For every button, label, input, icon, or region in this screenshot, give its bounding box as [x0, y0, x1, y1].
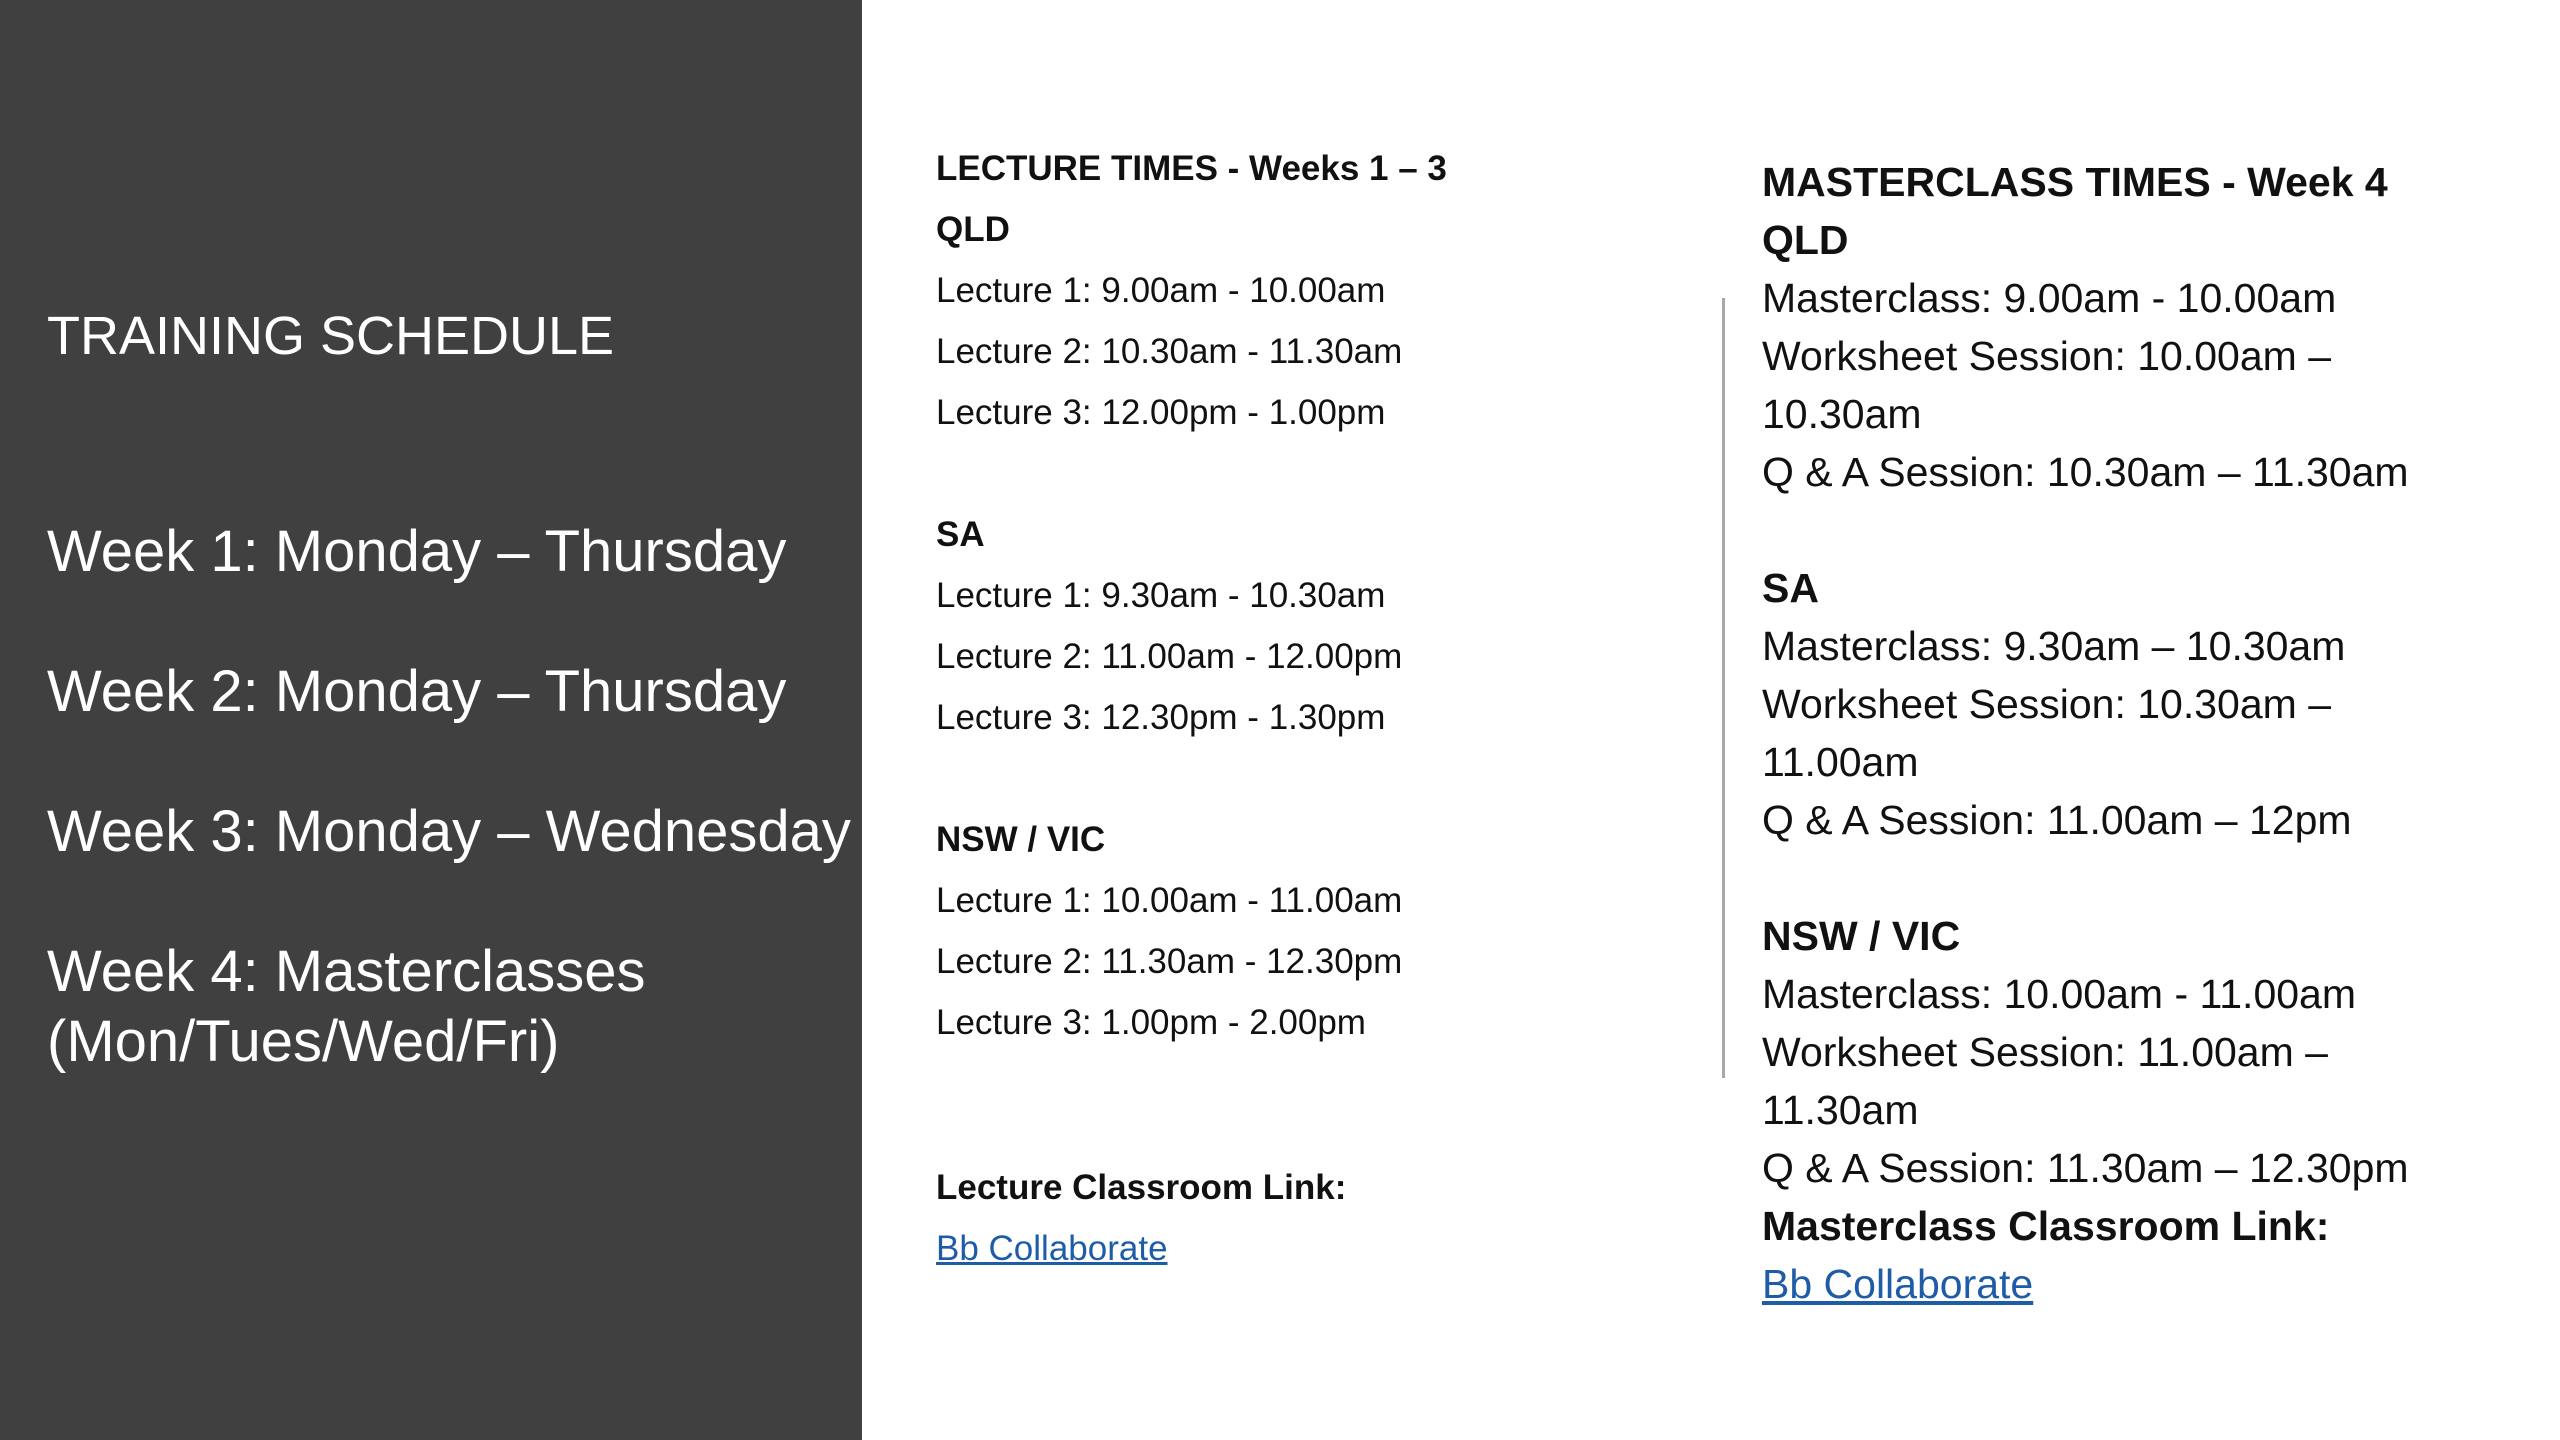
lecture-times-column: [936, 138, 1496, 1279]
lecture-sa-2: Lecture 2: 11.00am - 12.00pm: [936, 637, 1403, 676]
masterclass-sa-line: 11.00am: [1762, 739, 1919, 785]
masterclass-nsw-line: Q & A Session: 11.30am – 12.30pm: [1762, 1145, 2409, 1191]
lecture-link-label: Lecture Classroom Link:: [936, 1168, 1347, 1207]
lecture-qld-1: Lecture 1: 9.00am - 10.00am: [936, 271, 1386, 310]
masterclass-sa-line: Worksheet Session: 10.30am –: [1762, 681, 2331, 727]
masterclass-nsw-line: 11.30am: [1762, 1087, 1919, 1133]
lecture-nsw-3: Lecture 3: 1.00pm - 2.00pm: [936, 1003, 1366, 1042]
lecture-sa-label: SA: [936, 515, 985, 554]
week-4-days: (Mon/Tues/Wed/Fri): [47, 1009, 560, 1074]
lecture-qld-label: QLD: [936, 210, 1010, 249]
masterclass-qld-line: Masterclass: 9.00am - 10.00am: [1762, 275, 2337, 321]
masterclass-qld-label: QLD: [1762, 217, 1849, 263]
week-1-item: Week 1: Monday – Thursday: [47, 519, 787, 584]
lecture-nsw-1: Lecture 1: 10.00am - 11.00am: [936, 881, 1403, 920]
masterclass-times-column: [1762, 153, 2542, 1313]
lecture-qld-3: Lecture 3: 12.00pm - 1.00pm: [936, 393, 1386, 432]
masterclass-nsw-label: NSW / VIC: [1762, 913, 1961, 959]
masterclass-nsw-line: Masterclass: 10.00am - 11.00am: [1762, 971, 2356, 1017]
week-3-item: Week 3: Monday – Wednesday: [47, 799, 851, 864]
masterclass-link-label: Masterclass Classroom Link:: [1762, 1203, 2330, 1249]
left-panel: [0, 0, 862, 1440]
schedule-title: TRAINING SCHEDULE: [47, 306, 615, 366]
masterclass-collaborate-link[interactable]: Bb Collaborate: [1762, 1261, 2034, 1307]
masterclass-sa-line: Masterclass: 9.30am – 10.30am: [1762, 623, 2346, 669]
masterclass-sa-line: Q & A Session: 11.00am – 12pm: [1762, 797, 2352, 843]
week-4-item: Week 4: Masterclasses: [47, 939, 646, 1004]
lecture-nsw-2: Lecture 2: 11.30am - 12.30pm: [936, 942, 1403, 981]
lecture-sa-1: Lecture 1: 9.30am - 10.30am: [936, 576, 1386, 615]
lecture-heading: LECTURE TIMES - Weeks 1 – 3: [936, 149, 1447, 188]
masterclass-qld-line: Q & A Session: 10.30am – 11.30am: [1762, 449, 2409, 495]
lecture-nsw-label: NSW / VIC: [936, 820, 1106, 859]
lecture-sa-3: Lecture 3: 12.30pm - 1.30pm: [936, 698, 1386, 737]
column-divider: [1722, 298, 1725, 1078]
lecture-qld-2: Lecture 2: 10.30am - 11.30am: [936, 332, 1403, 371]
masterclass-heading: MASTERCLASS TIMES - Week 4: [1762, 159, 2388, 205]
masterclass-qld-line: Worksheet Session: 10.00am –: [1762, 333, 2331, 379]
masterclass-sa-label: SA: [1762, 565, 1819, 611]
masterclass-nsw-line: Worksheet Session: 11.00am –: [1762, 1029, 2328, 1075]
masterclass-qld-line: 10.30am: [1762, 391, 1922, 437]
week-2-item: Week 2: Monday – Thursday: [47, 659, 787, 724]
lecture-collaborate-link[interactable]: Bb Collaborate: [936, 1229, 1168, 1268]
